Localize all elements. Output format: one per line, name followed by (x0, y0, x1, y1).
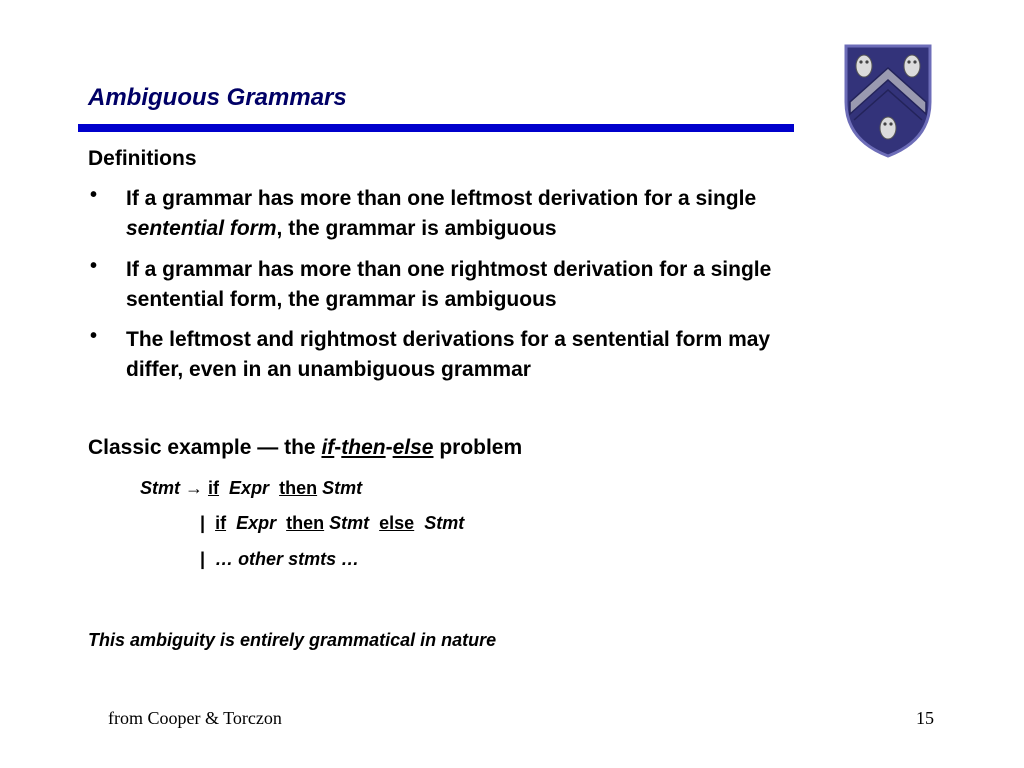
terminal-else: else (379, 513, 415, 533)
nonterminal-expr: Expr (229, 478, 270, 498)
kw-then: then (341, 436, 386, 459)
bullet-2-line-1: If a grammar has more than one rightmost derivation for a single (126, 258, 772, 281)
sentential-form-emphasis: sentential form (126, 217, 277, 240)
classic-example-heading (88, 433, 522, 463)
kw-else: else (392, 436, 434, 459)
kw-if: if (321, 436, 335, 459)
footer-credit: from Cooper & Torczon (108, 708, 282, 728)
title-rule (78, 124, 794, 132)
grammar-row-2 (200, 513, 464, 534)
bullet-marker: • (90, 325, 98, 347)
grammar-row-3 (200, 549, 359, 570)
nonterminal-stmt: Stmt (322, 478, 363, 498)
classic-prefix: Classic example — the (88, 436, 322, 459)
nonterminal-stmt: Stmt (140, 478, 180, 498)
rice-university-shield-icon (842, 40, 934, 158)
nonterminal-stmt: Stmt (424, 513, 465, 533)
classic-suffix: problem (433, 436, 523, 459)
grammar-row-1 (140, 478, 362, 499)
conclusion-text: This ambiguity is entirely grammatical in nature (88, 630, 497, 650)
bullet-2-line-2: sentential form, the grammar is ambiguous (126, 288, 557, 311)
terminal-if: if (208, 478, 220, 498)
definitions-heading: Definitions (88, 147, 197, 170)
arrow-symbol: → (185, 478, 204, 498)
bullet-1-line-2 (126, 214, 557, 244)
terminal-then: then (286, 513, 325, 533)
dash: - (385, 436, 393, 459)
terminal-then: then (279, 478, 318, 498)
nonterminal-expr: Expr (236, 513, 277, 533)
bullet-3-line-2: differ, even in an unambiguous grammar (126, 358, 531, 381)
bullet-3-line-1: The leftmost and rightmost derivations for a sentential form may (126, 328, 771, 351)
other-statements: … other stmts … (215, 549, 360, 569)
bullet-marker: • (90, 255, 98, 277)
alternation-bar: | (200, 549, 206, 569)
nonterminal-stmt: Stmt (329, 513, 370, 533)
bullet-marker: • (90, 184, 98, 206)
dash: - (334, 436, 342, 459)
slide-title: Ambiguous Grammars (88, 84, 347, 111)
bullet-1-line-2-rest: , the grammar is ambiguous (276, 217, 557, 240)
page-number: 15 (916, 708, 934, 728)
bullet-1-line-1: If a grammar has more than one leftmost derivation for a single (126, 187, 757, 210)
terminal-if: if (215, 513, 227, 533)
alternation-bar: | (200, 513, 206, 533)
